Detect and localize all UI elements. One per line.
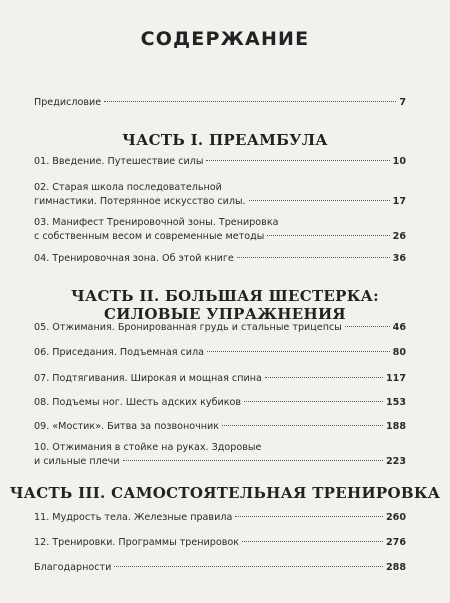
- toc-entry-text-line1: 02. Старая школа последовательной: [34, 182, 222, 193]
- dot-leader: [222, 425, 383, 426]
- dot-leader: [237, 257, 390, 258]
- toc-entry-text: 08. Подъемы ног. Шесть адских кубиков: [34, 397, 242, 408]
- dot-leader: [267, 235, 389, 236]
- toc-entry-acknowledgements[interactable]: [34, 561, 406, 575]
- toc-page-number: 10: [392, 156, 406, 167]
- toc-entry-text: 05. Отжимания. Бронированная грудь и стальные трицепсы: [34, 322, 342, 333]
- dot-leader: [104, 101, 396, 102]
- toc-page-number: 17: [392, 196, 406, 207]
- dot-leader: [242, 541, 383, 542]
- toc-entry-text: 12. Тренировки. Программы тренировок: [34, 537, 240, 548]
- part-3-heading: ЧАСТЬ III. САМОСТОЯТЕЛЬНАЯ ТРЕНИРОВКА: [9, 484, 441, 502]
- toc-entry-text: 01. Введение. Путешествие силы: [34, 156, 204, 167]
- toc-page-number: 117: [385, 373, 406, 384]
- toc-entry-text: 07. Подтягивания. Широкая и мощная спина: [34, 373, 262, 384]
- toc-page-number: 36: [392, 253, 406, 264]
- toc-page-number: 80: [392, 347, 406, 358]
- toc-page-number: 26: [392, 231, 406, 242]
- toc-entry-text: 11. Мудрость тела. Железные правила: [34, 512, 233, 523]
- toc-entry-text-line1: 03. Манифест Тренировочной зоны. Тренировка: [34, 217, 279, 228]
- dot-leader: [235, 516, 383, 517]
- toc-entry-09[interactable]: [34, 420, 406, 434]
- toc-page-number: 7: [399, 97, 406, 108]
- part-2-heading-line2: СИЛОВЫЕ УПРАЖНЕНИЯ: [104, 305, 346, 323]
- toc-entry-text: с собственным весом и современные методы: [34, 231, 265, 242]
- toc-entry-05[interactable]: [34, 321, 406, 335]
- toc-entry-text: гимнастики. Потерянное искусство силы.: [34, 196, 246, 207]
- toc-entry-text: 06. Приседания. Подъемная сила: [34, 347, 205, 358]
- toc-entry-text: и сильные плечи: [34, 456, 120, 467]
- dot-leader: [207, 351, 390, 352]
- toc-entry-01[interactable]: [34, 155, 406, 169]
- toc-entry-preface[interactable]: [34, 96, 406, 110]
- toc-page-number: 153: [385, 397, 406, 408]
- toc-entry-text: 04. Тренировочная зона. Об этой книге: [34, 253, 234, 264]
- dot-leader: [345, 326, 390, 327]
- toc-page-number: 46: [392, 322, 406, 333]
- toc-entry-07[interactable]: [34, 372, 406, 386]
- dot-leader: [249, 200, 390, 201]
- toc-entry-10[interactable]: [34, 441, 406, 469]
- toc-page-number: 188: [385, 421, 406, 432]
- toc-entry-04[interactable]: [34, 252, 406, 266]
- toc-page-number: 260: [385, 512, 406, 523]
- toc-page-number: 223: [385, 456, 406, 467]
- dot-leader: [206, 160, 389, 161]
- toc-entry-08[interactable]: [34, 396, 406, 410]
- dot-leader: [244, 401, 383, 402]
- toc-entry-03[interactable]: [34, 216, 406, 244]
- toc-entry-text: Благодарности: [34, 562, 112, 573]
- toc-entry-text: Предисловие: [34, 97, 102, 108]
- part-1-heading: ЧАСТЬ I. ПРЕАМБУЛА: [122, 131, 328, 149]
- toc-page-number: 276: [385, 537, 406, 548]
- page-title: СОДЕРЖАНИЕ: [140, 28, 310, 50]
- toc-entry-02[interactable]: [34, 181, 406, 209]
- dot-leader: [265, 377, 383, 378]
- toc-entry-11[interactable]: [34, 511, 406, 525]
- toc-entry-text: 09. «Мостик». Битва за позвоночник: [34, 421, 220, 432]
- toc-entry-12[interactable]: [34, 536, 406, 550]
- dot-leader: [114, 566, 383, 567]
- toc-entry-text-line1: 10. Отжимания в стойке на руках. Здоровые: [34, 442, 262, 453]
- toc-entry-06[interactable]: [34, 346, 406, 360]
- toc-page-number: 288: [385, 562, 406, 573]
- part-2-heading-line1: ЧАСТЬ II. БОЛЬШАЯ ШЕСТЕРКА:: [70, 287, 380, 305]
- dot-leader: [123, 460, 383, 461]
